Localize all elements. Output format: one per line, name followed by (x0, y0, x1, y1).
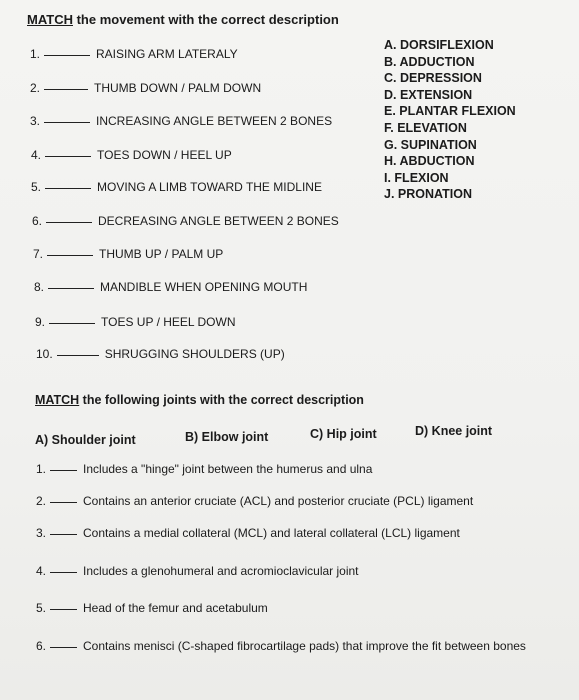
section2-title (35, 393, 364, 407)
question-text: THUMB DOWN / PALM DOWN (94, 81, 262, 95)
answer-blank[interactable] (44, 121, 90, 123)
question-text: SHRUGGING SHOULDERS (UP) (104, 347, 285, 361)
question-text: TOES UP / HEEL DOWN (101, 315, 236, 329)
movement-question-1 (30, 47, 238, 61)
answer-blank[interactable] (49, 322, 95, 324)
answer-blank[interactable] (50, 501, 77, 503)
question-text: MANDIBLE WHEN OPENING MOUTH (100, 280, 308, 294)
question-text: DECREASING ANGLE BETWEEN 2 BONES (98, 214, 339, 228)
joint-option-shoulder: A) Shoulder joint (35, 433, 136, 447)
question-number: 5. (31, 180, 42, 194)
question-text: Contains a medial collateral (MCL) and lateral collateral (LCL) ligament (83, 526, 460, 540)
movement-option: H. ABDUCTION (384, 154, 475, 169)
question-text: MOVING A LIMB TOWARD THE MIDLINE (97, 180, 322, 194)
question-number: 7. (33, 247, 44, 261)
joint-question-5 (36, 601, 268, 615)
movement-option: I. FLEXION (384, 170, 449, 185)
movement-question-5 (31, 180, 322, 194)
joint-question-1 (36, 462, 372, 476)
answer-blank[interactable] (50, 571, 77, 573)
movement-option: J. PRONATION (384, 187, 472, 202)
question-text: THUMB UP / PALM UP (99, 247, 224, 261)
answer-blank[interactable] (48, 287, 94, 289)
movement-question-3 (30, 114, 332, 128)
movement-option: E. PLANTAR FLEXION (384, 104, 516, 119)
answer-blank[interactable] (50, 608, 77, 610)
joint-question-3 (36, 526, 460, 540)
movement-option: A. DORSIFLEXION (384, 38, 494, 52)
section1-title (27, 12, 339, 27)
joint-question-6 (36, 639, 526, 653)
movement-option: F. ELEVATION (384, 120, 467, 135)
question-text: TOES DOWN / HEEL UP (97, 148, 232, 162)
movement-options-list (384, 37, 516, 203)
movement-option: G. SUPINATION (384, 137, 477, 152)
joint-option-knee: D) Knee joint (415, 424, 493, 438)
answer-blank[interactable] (47, 254, 93, 256)
question-number: 4. (31, 148, 42, 162)
answer-blank[interactable] (50, 469, 77, 471)
movement-option: B. ADDUCTION (384, 54, 475, 69)
movement-question-9 (35, 315, 236, 329)
question-number: 2. (30, 81, 41, 95)
question-number: 1. (36, 462, 47, 476)
movement-question-10 (36, 347, 285, 361)
question-text: INCREASING ANGLE BETWEEN 2 BONES (96, 114, 333, 128)
question-text: RAISING ARM LATERALY (96, 47, 238, 61)
question-text: Includes a glenohumeral and acromioclavicular joint (83, 564, 359, 578)
question-text: Head of the femur and acetabulum (83, 601, 268, 615)
question-number: 2. (36, 494, 47, 508)
answer-blank[interactable] (50, 533, 77, 535)
joint-option-elbow: B) Elbow joint (185, 430, 269, 444)
question-number: 1. (30, 47, 41, 61)
movement-question-6 (32, 214, 339, 228)
answer-blank[interactable] (45, 187, 91, 189)
joint-option-hip: C) Hip joint (310, 427, 377, 441)
section1-title-prefix: MATCH (27, 12, 73, 27)
answer-blank[interactable] (57, 354, 99, 356)
question-number: 10. (36, 347, 53, 361)
movement-question-7 (33, 247, 223, 261)
question-number: 3. (30, 114, 41, 128)
movement-option: D. EXTENSION (384, 87, 473, 102)
section1-title-rest: the movement with the correct description (72, 12, 339, 27)
movement-question-2 (30, 81, 261, 95)
question-number: 9. (35, 315, 46, 329)
joint-question-2 (36, 494, 473, 508)
answer-blank[interactable] (44, 54, 90, 56)
question-number: 6. (32, 214, 43, 228)
movement-option: C. DEPRESSION (384, 71, 482, 86)
movement-question-4 (31, 148, 232, 162)
movement-question-8 (34, 280, 307, 294)
question-number: 4. (36, 564, 47, 578)
section2-title-prefix: MATCH (35, 393, 80, 407)
question-number: 6. (36, 639, 47, 653)
joint-question-4 (36, 564, 359, 578)
answer-blank[interactable] (46, 221, 92, 223)
question-number: 5. (36, 601, 47, 615)
section2-title-rest: the following joints with the correct description (79, 393, 364, 407)
question-text: Contains menisci (C-shaped fibrocartilage pads) that improve the fit between bones (83, 639, 526, 653)
question-number: 3. (36, 526, 47, 540)
question-text: Includes a "hinge" joint between the humerus and ulna (83, 462, 373, 476)
answer-blank[interactable] (50, 646, 77, 648)
answer-blank[interactable] (44, 88, 88, 90)
question-text: Contains an anterior cruciate (ACL) and posterior cruciate (PCL) ligament (83, 494, 474, 508)
question-number: 8. (34, 280, 45, 294)
answer-blank[interactable] (45, 155, 91, 157)
